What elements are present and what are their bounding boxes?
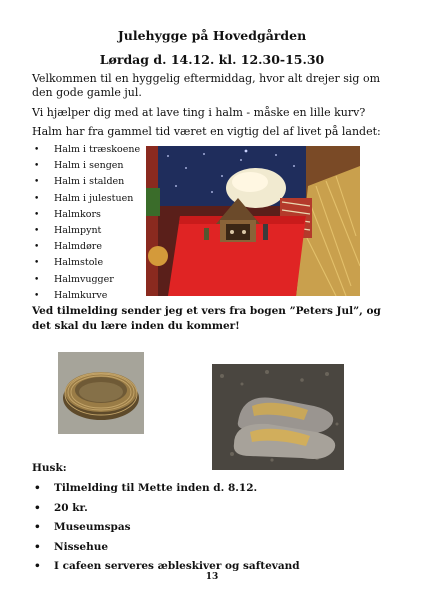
- list-item: • 20 kr.: [32, 502, 300, 522]
- straw-basket-photo: [58, 352, 144, 434]
- list-item: • Halm i træskoene: [32, 144, 152, 160]
- list-item: • I cafeen serveres æbleskiver og saftevand: [32, 560, 300, 580]
- list-item: • Halm i julestuen: [32, 193, 152, 209]
- help-text: Vi hjælper dig med at lave ting i halm - måske en lille kurv?: [32, 106, 366, 119]
- list-item: • Nissehue: [32, 541, 300, 561]
- wooden-clogs-photo: [212, 364, 344, 470]
- page-number: 13: [205, 572, 219, 582]
- list-item: • Museumspas: [32, 521, 300, 541]
- nativity-scene-photo: [146, 146, 360, 296]
- verse-notice: Ved tilmelding sender jeg et vers fra bogen ”Peters Jul”, og det skal du lære inden du kommer!: [32, 305, 381, 332]
- list-item: • Halm i sengen: [32, 160, 152, 176]
- list-item: • Tilmelding til Mette inden d. 8.12.: [32, 482, 300, 502]
- list-item: • Halm i stalden: [32, 176, 152, 192]
- list-item: • Halmpynt: [32, 225, 152, 241]
- list-item: • Halmstole: [32, 257, 152, 273]
- history-text: Halm har fra gammel tid været en vigtig del af livet på landet:: [32, 125, 381, 138]
- event-date: Lørdag d. 14.12. kl. 12.30-15.30: [99, 52, 325, 67]
- intro-text: Velkommen til en hyggelig eftermiddag, hvor alt drejer sig om den gode gamle jul.: [32, 72, 381, 99]
- list-item: • Halmkurve: [32, 290, 152, 306]
- straw-items-list: [32, 144, 152, 306]
- list-item: • Halmdøre: [32, 241, 152, 257]
- list-item: • Halmvugger: [32, 274, 152, 290]
- list-item: • Halmkors: [32, 209, 152, 225]
- husk-label: Husk:: [32, 462, 67, 474]
- reminder-list: [32, 482, 300, 580]
- page-heading: Julehygge på Hovedgården: [117, 28, 307, 43]
